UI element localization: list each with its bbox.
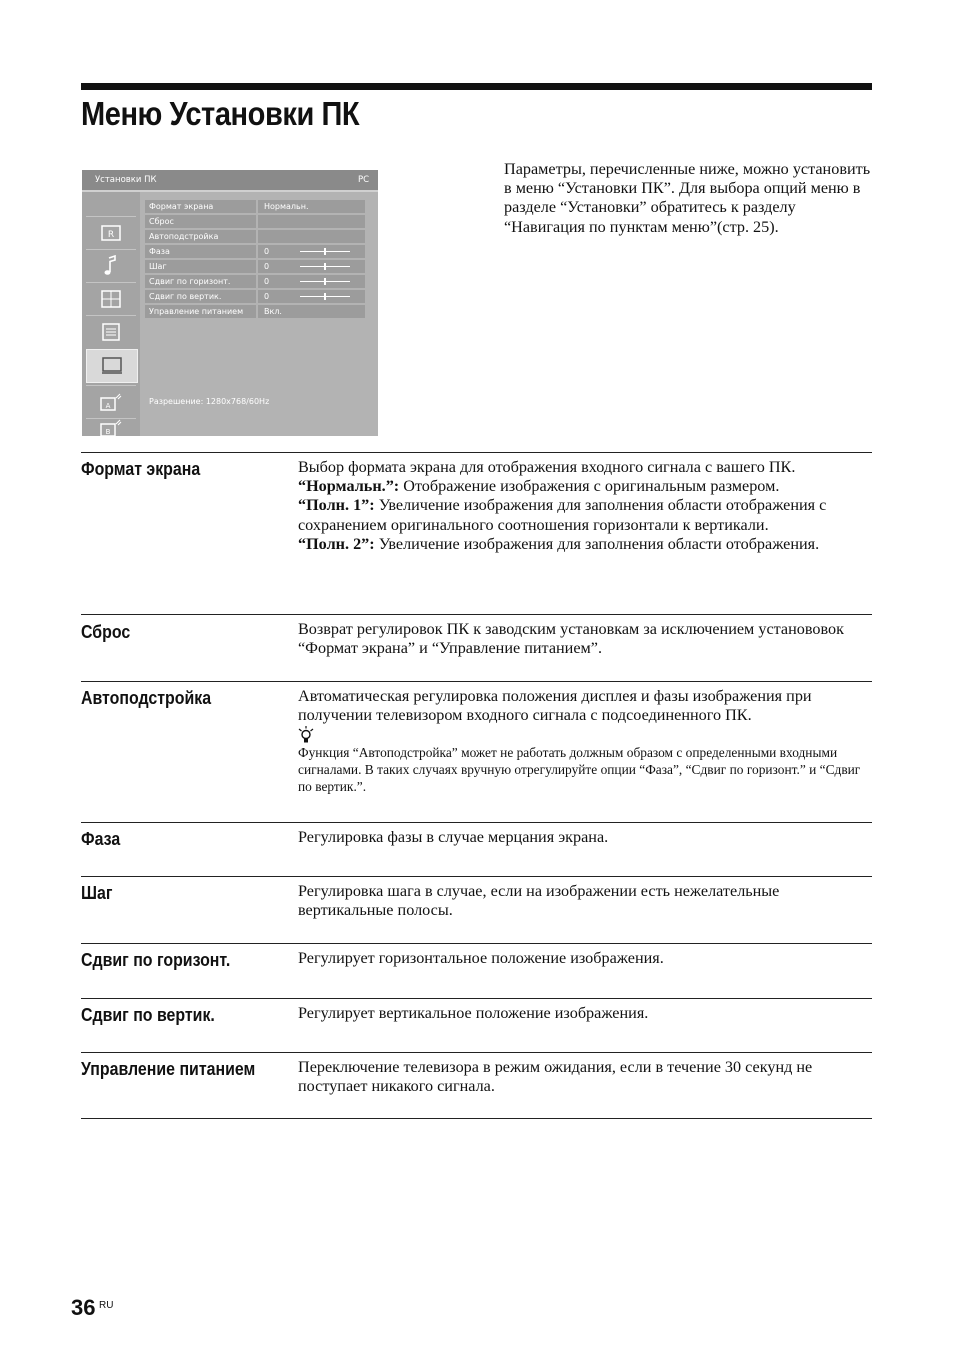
hint-text: Функция “Автоподстройка” может не работать должным образом с определенными входными сигналами. В таких случаях вручную отрегулируйте опции “Фаза”, “Сдвиг по горизонт.” и “Сдвиг по вертик.”. [298, 745, 861, 795]
option-name: “Полн. 1”: [298, 496, 375, 515]
tv-menu-item-value: 0 [258, 260, 365, 273]
row-divider [81, 1052, 872, 1053]
desc-text: Автоматическая регулировка положения дисплея и фазы изображения при получении телевизором входного сигнала с подсоединенного ПК. [298, 687, 812, 725]
tv-menu-item-label: Сдвиг по вертик. [145, 290, 256, 303]
tv-menu-item-label: Фаза [145, 245, 256, 258]
term-hshift: Сдвиг по горизонт. [81, 949, 231, 970]
sound-icon [86, 249, 136, 282]
desc-hshift: Регулирует горизонтальное положение изображения. [298, 949, 664, 967]
desc-pitch: Регулировка шага в случае, если на изображении есть нежелательные вертикальные полосы. [298, 882, 780, 920]
term-pitch: Шаг [81, 882, 113, 903]
option-name: “Нормальн.”: [298, 477, 400, 496]
tv-menu-screenshot [82, 170, 378, 436]
desc-format [298, 458, 876, 554]
tv-menu-item-value [258, 230, 365, 243]
option-full1 [298, 496, 876, 534]
option-text: Увеличение изображения для заполнения области отображения с сохранением оригинального соотношения горизонтали к вертикали. [298, 496, 827, 534]
tv-menu-title: Установки ПК [95, 175, 157, 185]
tv-menu-item [145, 274, 365, 289]
row-divider [81, 876, 872, 877]
top-rule [81, 83, 872, 90]
slider-knob [324, 248, 326, 255]
term-reset: Сброс [81, 621, 131, 642]
desc-power: Переключение телевизора в режим ожидания, если в течение 30 секунд не поступает никакого сигнала. [298, 1058, 813, 1096]
tv-menu-item-value: Нормальн. [258, 200, 365, 213]
row-divider [81, 614, 872, 615]
row-divider [81, 943, 872, 944]
option-normal [298, 477, 876, 496]
input-a-icon [86, 385, 136, 418]
term-vshift: Сдвиг по вертик. [81, 1004, 215, 1025]
slider-knob [324, 293, 326, 300]
tv-menu-header [82, 170, 378, 190]
tv-menu-item [145, 244, 365, 259]
desc-vshift: Регулирует вертикальное положение изображения. [298, 1004, 649, 1022]
row-divider [81, 452, 872, 453]
tv-menu-item-value: 0 [258, 290, 365, 303]
desc-reset: Возврат регулировок ПК к заводским установкам за исключением установовок “Формат экрана” и “Управление питанием”. [298, 620, 844, 658]
tv-menu-item-label: Сдвиг по горизонт. [145, 275, 256, 288]
screen-icon [86, 282, 136, 315]
tv-menu-slider [300, 281, 350, 282]
page-title: Меню Установки ПК [81, 95, 360, 132]
lightbulb-hint-icon [298, 726, 314, 744]
desc-text: Выбор формата экрана для отображения входного сигнала с вашего ПК. [298, 458, 796, 476]
row-divider [81, 1118, 872, 1119]
tv-menu-item-label: Шаг [145, 260, 256, 273]
slider-knob [324, 278, 326, 285]
tv-menu-item-label: Сброс [145, 215, 256, 228]
svg-text:B: B [105, 428, 111, 436]
svg-text:A: A [105, 402, 111, 410]
option-name: “Полн. 2”: [298, 534, 375, 553]
term-power: Управление питанием [81, 1058, 256, 1079]
picture-icon [86, 216, 136, 249]
tv-menu-slider [300, 296, 350, 297]
tv-menu-items [145, 199, 365, 319]
tv-menu-item [145, 214, 365, 229]
pc-icon [86, 349, 138, 383]
term-auto: Автоподстройка [81, 687, 212, 708]
input-b-icon [86, 418, 136, 437]
term-phase: Фаза [81, 828, 121, 849]
tv-menu-resolution: Разрешение: 1280x768/60Hz [149, 397, 270, 406]
tv-menu-item-value: 0 [258, 275, 365, 288]
desc-auto [298, 687, 876, 795]
tv-menu-item-label: Формат экрана [145, 200, 256, 213]
term-format: Формат экрана [81, 458, 201, 479]
tv-menu-item-label: Автоподстройка [145, 230, 256, 243]
option-text: Увеличение изображения для заполнения области отображения. [374, 534, 820, 553]
tv-menu-item [145, 229, 365, 244]
tv-menu-slider [300, 251, 350, 252]
tv-menu-item-value: 0 [258, 245, 365, 258]
page-language: RU [99, 1300, 114, 1311]
option-text: Отображение изображения с оригинальным размером. [399, 477, 780, 496]
page-number: 36 [71, 1295, 96, 1320]
desc-phase: Регулировка фазы в случае мерцания экрана. [298, 828, 609, 846]
option-full2 [298, 535, 876, 554]
tv-menu-sidebar [82, 192, 140, 436]
tv-menu-item-label: Управление питанием [145, 305, 256, 318]
row-divider [81, 998, 872, 999]
slider-knob [324, 263, 326, 270]
setup-icon [86, 315, 136, 348]
tv-menu-source: PC [357, 175, 369, 185]
tv-menu-item [145, 259, 365, 274]
tv-menu-item-value: Вкл. [258, 305, 365, 318]
tv-menu-item [145, 289, 365, 304]
svg-text:R: R [107, 230, 115, 240]
intro-text: Параметры, перечисленные ниже, можно установить в меню “Установки ПК”. Для выбора опций меню в разделе “Установки” обратитесь к разделу “Навигация по пунктам меню”(стр. 25). [504, 160, 871, 236]
row-divider [81, 681, 872, 682]
tv-menu-item-value [258, 215, 365, 228]
tv-menu-item [145, 304, 365, 319]
tv-menu-item [145, 199, 365, 214]
tv-menu-slider [300, 266, 350, 267]
row-divider [81, 822, 872, 823]
